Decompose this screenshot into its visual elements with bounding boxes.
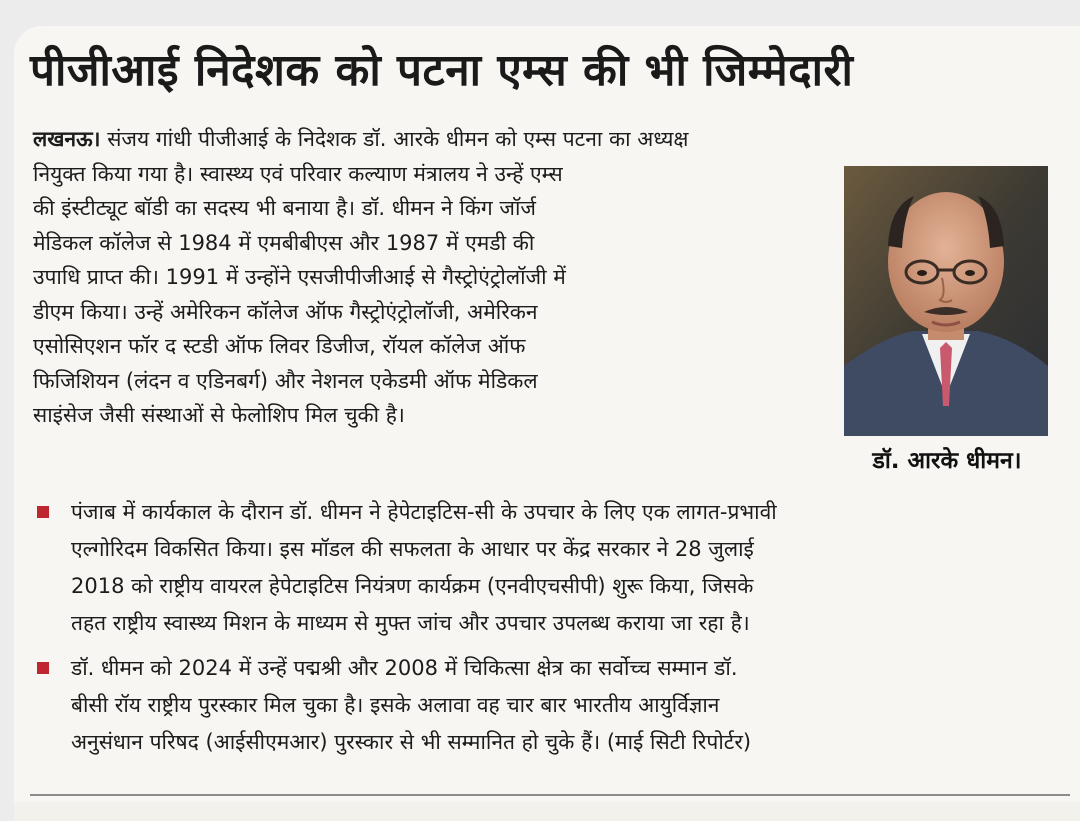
bullet-line: बीसी रॉय राष्ट्रीय पुरस्कार मिल चुका है। इसके अलावा वह चार बार भारतीय आयुर्विज्ञान (71, 693, 720, 717)
portrait-illustration (844, 166, 1048, 436)
bullet-square-icon (37, 506, 49, 518)
bullet-list (33, 494, 1073, 769)
photo-caption: डॉ. आरके धीमन। (872, 448, 1022, 474)
bullet-line: एल्गोरिदम विकसित किया। इस मॉडल की सफलता के आधार पर केंद्र सरकार ने 28 जुलाई (71, 537, 754, 561)
intro-line (33, 122, 1073, 157)
bullet-line: 2018 को राष्ट्रीय वायरल हेपेटाइटिस नियंत्रण कार्यक्रम (एनवीएचसीपी) शुरू किया, जिसके (71, 574, 754, 598)
bullet-square-icon (37, 662, 49, 674)
dateline: लखनऊ। (33, 127, 101, 151)
bullet-line: तहत राष्ट्रीय स्वास्थ्य मिशन के माध्यम से मुफ्त जांच और उपचार उपलब्ध कराया जा रहा है। (71, 611, 750, 635)
headline: पीजीआई निदेशक को पटना एम्स की भी जिम्मेदारी (30, 45, 854, 96)
intro-line: साइंसेज जैसी संस्थाओं से फेलोशिप मिल चुकी है। (33, 403, 405, 427)
portrait-photo (844, 166, 1048, 436)
bullet-item (33, 494, 1073, 642)
clipped-bottom-edge (14, 802, 1080, 821)
intro-line: की इंस्टीट्यूट बॉडी का सदस्य भी बनाया है। डॉ. धीमन ने किंग जॉर्ज (33, 196, 537, 220)
bottom-divider (30, 794, 1070, 796)
intro-line: फिजिशियन (लंदन व एडिनबर्ग) और नेशनल एकेडमी ऑफ मेडिकल (33, 368, 538, 393)
intro-line: उपाधि प्राप्त की। 1991 में उन्होंने एसजीपीजीआई से गैस्ट्रोएंट्रोलॉजी में (33, 265, 566, 289)
intro-line-text: संजय गांधी पीजीआई के निदेशक डॉ. आरके धीमन को एम्स पटना का अध्यक्ष (100, 127, 689, 151)
intro-line: एसोसिएशन फॉर द स्टडी ऑफ लिवर डिजीज, रॉयल कॉलेज ऑफ (33, 334, 526, 358)
bullet-line: डॉ. धीमन को 2024 में उन्हें पद्मश्री और 2008 में चिकित्सा क्षेत्र का सर्वोच्च सम्मान डॉ. (71, 656, 738, 680)
bullet-line: अनुसंधान परिषद (आईसीएमआर) पुरस्कार से भी सम्मानित हो चुके हैं। (माई सिटी रिपोर्टर) (71, 730, 752, 754)
bullet-line: पंजाब में कार्यकाल के दौरान डॉ. धीमन ने हेपेटाइटिस-सी के उपचार के लिए एक लागत-प्रभावी (71, 500, 777, 524)
intro-line: डीएम किया। उन्हें अमेरिकन कॉलेज ऑफ गैस्ट्रोएंट्रोलॉजी, अमेरिकन (33, 299, 538, 324)
intro-line: नियुक्त किया गया है। स्वास्थ्य एवं परिवार कल्याण मंत्रालय ने उन्हें एम्स (33, 161, 563, 186)
intro-line: मेडिकल कॉलेज से 1984 में एमबीबीएस और 1987 में एमडी की (33, 230, 535, 255)
newspaper-clipping (14, 26, 1080, 821)
bullet-item (33, 650, 1073, 761)
